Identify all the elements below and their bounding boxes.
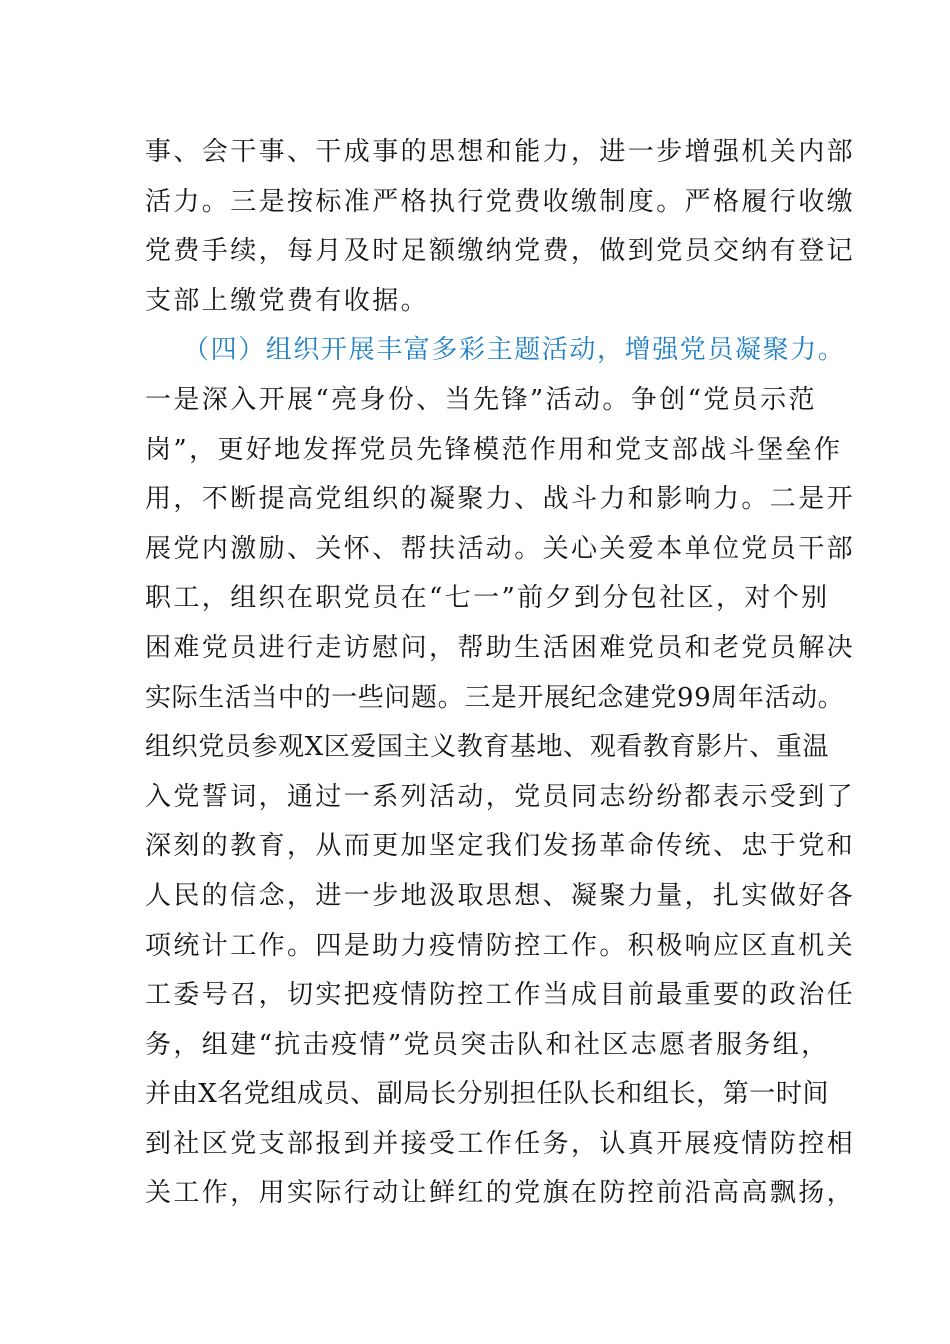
text-line: 一是深入开展“亮身份、当先锋”活动。争创“党员示范 (145, 384, 817, 415)
text-line: 工委号召，切实把疫情防控工作当成目前最重要的政治任 (145, 980, 856, 1011)
text-line: 深刻的教育，从而更加坚定我们发扬革命传统、忠于党和 (145, 831, 856, 862)
text-line: 实际生活当中的一些问题。三是开展纪念建党99周年活动。 (145, 682, 845, 713)
text-line: 事、会干事、干成事的思想和能力，进一步增强机关内部 (145, 137, 856, 167)
text-line: 人民的信念，进一步地汲取思想、凝聚力量，扎实做好各 (145, 880, 856, 911)
text-line: 组织党员参观X区爱国主义教育基地、观看教育影片、重温 (145, 732, 830, 763)
text-line: 到社区党支部报到并接受工作任务，认真开展疫情防控相 (145, 1128, 856, 1159)
text-line: 困难党员进行走访慰问，帮助生活困难党员和老党员解决 (145, 632, 856, 663)
body-text (145, 128, 856, 1219)
text-line: 活力。三是按标准严格执行党费收缴制度。严格履行收缴 (145, 186, 856, 217)
text-line: 党费手续，每月及时足额缴纳党费，做到党员交纳有登记 (145, 236, 856, 267)
text-line: 展党内激励、关怀、帮扶活动。关心关爱本单位党员干部 (145, 533, 856, 564)
text-line: 岗”，更好地发挥党员先锋模范作用和党支部战斗堡垒作 (145, 434, 843, 465)
text-line: 用，不断提高党组织的凝聚力、战斗力和影响力。二是开 (145, 484, 856, 515)
text-line: 关工作，用实际行动让鲜红的党旗在防控前沿高高飘扬， (145, 1178, 856, 1209)
text-line: 并由X名党组成员、副局长分别担任队长和组长，第一时间 (145, 1079, 830, 1110)
section-heading: （四）组织开展丰富多彩主题活动，增强党员凝聚力。 (183, 335, 846, 366)
text-line: 务，组建“抗击疫情”党员突击队和社区志愿者服务组， (145, 1029, 830, 1060)
text-line: 项统计工作。四是助力疫情防控工作。积极响应区直机关 (145, 930, 856, 961)
text-line: 支部上缴党费有收据。 (145, 285, 430, 316)
text-line: 入党誓词，通过一系列活动，党员同志纷纷都表示受到了 (145, 781, 856, 812)
text-line: 职工，组织在职党员在“七一”前夕到分包社区，对个别 (145, 583, 830, 614)
